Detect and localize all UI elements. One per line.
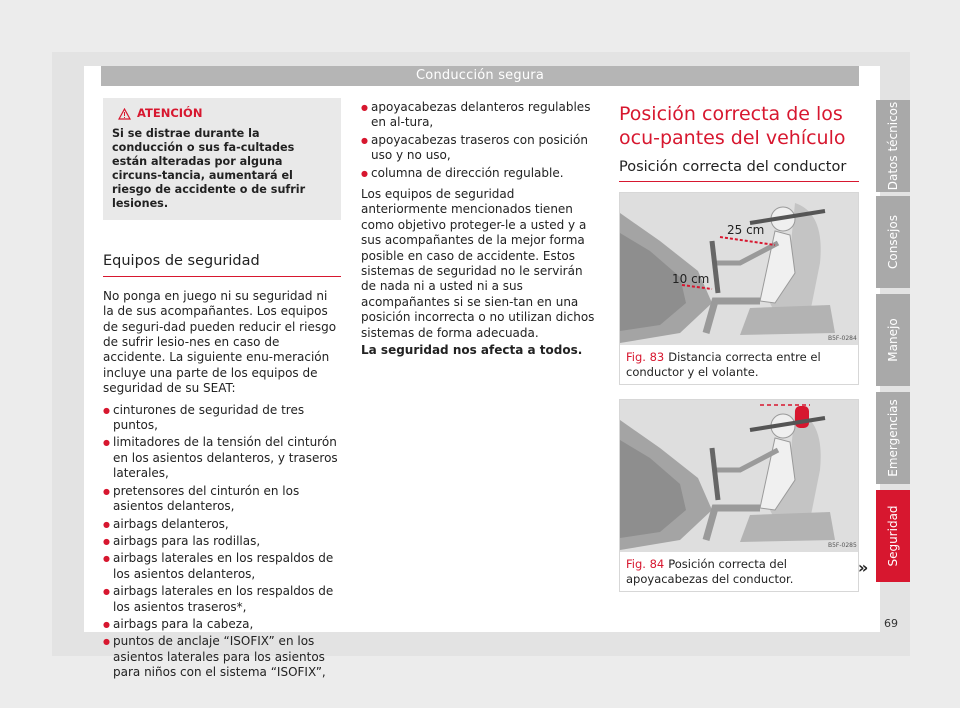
- list-item: ● cinturones de seguridad de tres puntos,: [103, 403, 341, 434]
- list-item: ● puntos de anclaje “ISOFIX” en los asientos laterales para los asientos para niños con el sistema “ISOFIX”,: [103, 634, 341, 680]
- figure-number: Fig. 84: [626, 557, 665, 572]
- figure-caption: [620, 552, 858, 591]
- equipment-list-continued: [361, 100, 599, 181]
- equipment-list: [103, 403, 341, 681]
- figure-code: B5F-0285: [828, 542, 857, 550]
- equipment-intro: No ponga en juego ni su seguridad ni la de sus acompañantes. Los equipos de seguri-dad pueden reducir el riesgo de sufrir lesio-nes en caso de accidente. La siguiente enu-meración incluye una parte de los equipos de seguridad de su SEAT:: [103, 288, 337, 396]
- figure-code: B5F-0284: [828, 335, 857, 343]
- list-item: ● apoyacabezas delanteros regulables en al-tura,: [361, 100, 599, 131]
- tab-datos-tecnicos[interactable]: [876, 100, 910, 192]
- list-item: ● pretensores del cinturón en los asientos delanteros,: [103, 484, 341, 515]
- continue-chevron-icon: »: [858, 558, 869, 577]
- figure-caption: [620, 345, 858, 384]
- figure-caption-text: Distancia correcta entre el conductor y el volante.: [626, 350, 821, 379]
- safety-paragraph: Los equipos de seguridad anteriormente mencionados tienen como objetivo proteger-le a usted y a sus acompañantes de la mejor forma posible en caso de accidente. Estos sistemas de seguridad no le servirán de nada ni a usted ni a sus acompañantes si se sien-tan en una posición incorrecta o no utilizan dichos sistemas de forma adecuada.: [361, 187, 595, 340]
- tab-seguridad[interactable]: [876, 490, 910, 582]
- list-item: ● airbags para las rodillas,: [103, 534, 341, 549]
- figure-caption-text: Posición correcta del apoyacabezas del conductor.: [626, 557, 794, 586]
- driver-distance-illustration: [620, 193, 858, 345]
- tab-emergencias[interactable]: [876, 392, 910, 484]
- list-item: ● airbags laterales en los respaldos de los asientos delanteros,: [103, 551, 341, 582]
- safety-note: La seguridad nos afecta a todos.: [361, 343, 583, 358]
- tab-consejos[interactable]: [876, 196, 910, 288]
- list-item: ● columna de dirección regulable.: [361, 166, 599, 181]
- list-item: ● limitadores de la tensión del cinturón en los asientos delanteros, y traseros laterales,: [103, 435, 341, 481]
- warning-box: [103, 98, 341, 220]
- warning-triangle-icon: [118, 108, 131, 120]
- list-item: ● airbags laterales en los respaldos de los asientos traseros*,: [103, 584, 341, 615]
- warning-title: [118, 106, 332, 121]
- list-item: ● apoyacabezas traseros con posición uso y no uso,: [361, 133, 599, 164]
- tab-label: Consejos: [886, 215, 900, 269]
- tab-label: Emergencias: [886, 399, 900, 477]
- subsection-title-driver: Posición correcta del conductor: [619, 160, 859, 182]
- figure-83: [619, 192, 859, 385]
- label-25cm: 25 cm: [727, 223, 765, 238]
- tab-label: Manejo: [886, 318, 900, 362]
- tab-manejo[interactable]: [876, 294, 910, 386]
- section-title-occupants: Posición correcta de los ocu-pantes del vehículo: [619, 103, 846, 149]
- page-header: Conducción segura: [101, 66, 859, 86]
- figure-number: Fig. 83: [626, 350, 665, 365]
- tab-label: Datos técnicos: [886, 101, 900, 191]
- tab-label: Seguridad: [886, 505, 900, 567]
- page-number: 69: [884, 617, 898, 630]
- warning-text: Si se distrae durante la conducción o sus fa-cultades están alteradas por alguna circuns-tancia, aumentará el riesgo de accidente o de sufrir lesiones.: [112, 127, 306, 211]
- column-right: [619, 98, 859, 592]
- list-item: ● airbags delanteros,: [103, 517, 341, 532]
- headrest-position-illustration: [620, 400, 858, 552]
- figure-84: [619, 399, 859, 592]
- section-title-equipment: Equipos de seguridad: [103, 254, 341, 276]
- label-10cm: 10 cm: [672, 272, 710, 287]
- warning-title-label: ATENCIÓN: [137, 106, 203, 120]
- list-item: ● airbags para la cabeza,: [103, 617, 341, 632]
- column-middle: [361, 98, 599, 359]
- column-left: [103, 98, 341, 681]
